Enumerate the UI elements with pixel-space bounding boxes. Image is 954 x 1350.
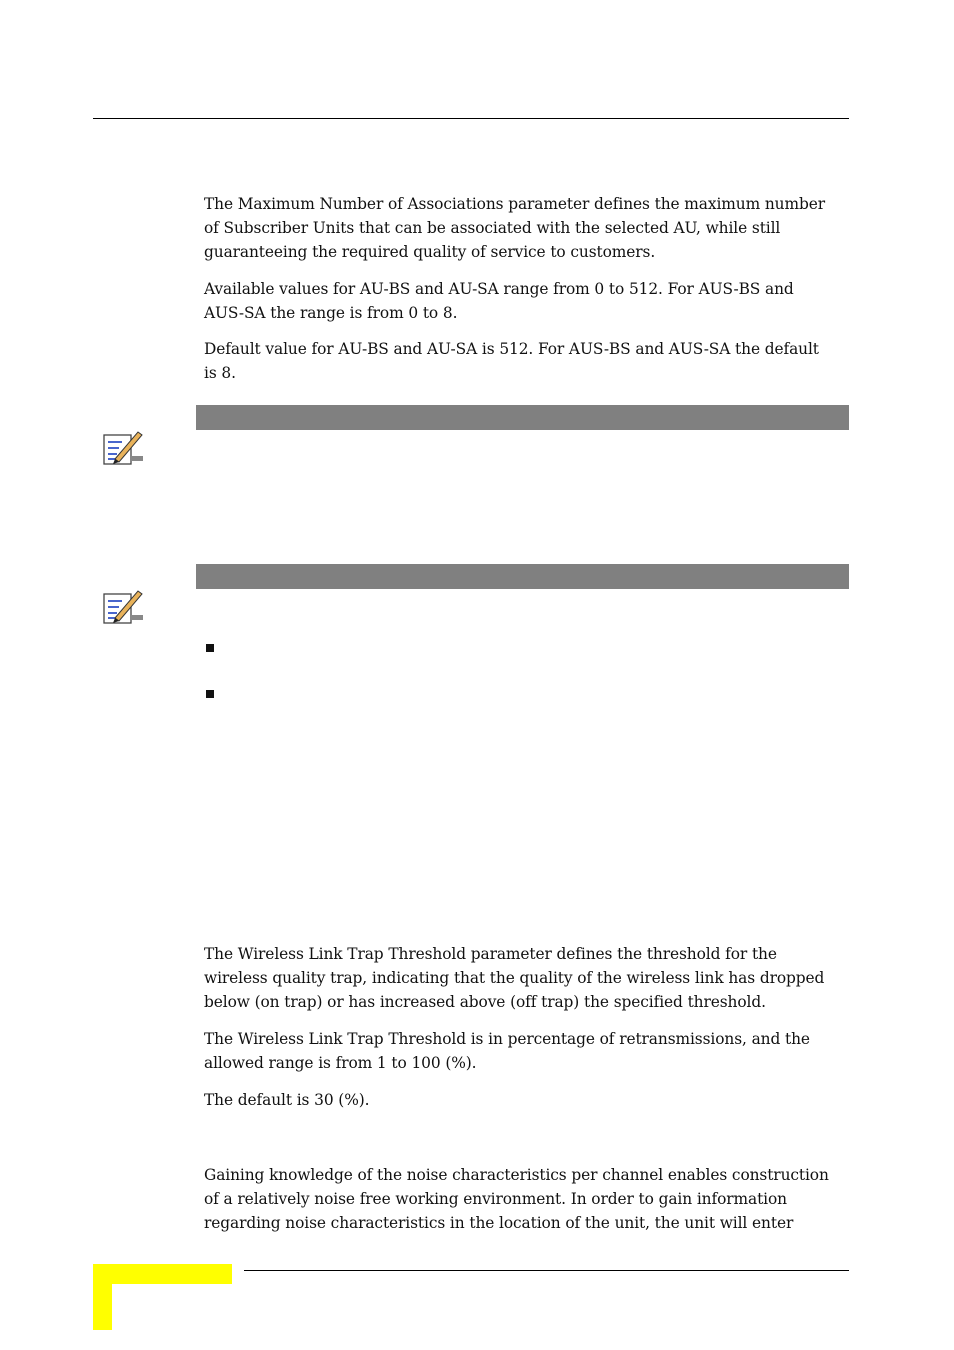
list-bullet [206,644,214,652]
noise-paragraph: Gaining knowledge of the noise characteristics per channel enables construction of a relatively noise free working environment. In order to gain information regarding noise characteristics in the location of the unit, the unit will enter [204,1166,829,1232]
footer-tab [93,1264,232,1284]
list-bullet [206,690,214,698]
wireless-trap-definition: The Wireless Link Trap Threshold parameter defines the threshold for the wireless quality trap, indicating that the quality of the wireless link has dropped below (on trap) or has increased above (off trap) the specified threshold. [204,945,825,1011]
note-header-bar [196,564,849,589]
note-header-bar [196,405,849,430]
max-associations-range: Available values for AU-BS and AU-SA range from 0 to 512. For AUS-BS and AUS-SA the range is from 0 to 8. [204,280,794,322]
wireless-trap-default: The default is 30 (%). [204,1091,370,1109]
wireless-trap-range: The Wireless Link Trap Threshold is in percentage of retransmissions, and the allowed range is from 1 to 100 (%). [204,1030,810,1072]
max-associations-definition: The Maximum Number of Associations parameter defines the maximum number of Subscriber Units that can be associated with the selected AU, while still guaranteeing the required quality of service to customers. [204,195,826,261]
header-rule [93,118,849,119]
note-pencil-icon [103,588,145,626]
max-associations-default: Default value for AU-BS and AU-SA is 512. For AUS-BS and AUS-SA the default is 8. [204,340,819,382]
footer-tab [93,1264,112,1330]
note-pencil-icon [103,429,145,467]
footer-rule [244,1270,849,1271]
